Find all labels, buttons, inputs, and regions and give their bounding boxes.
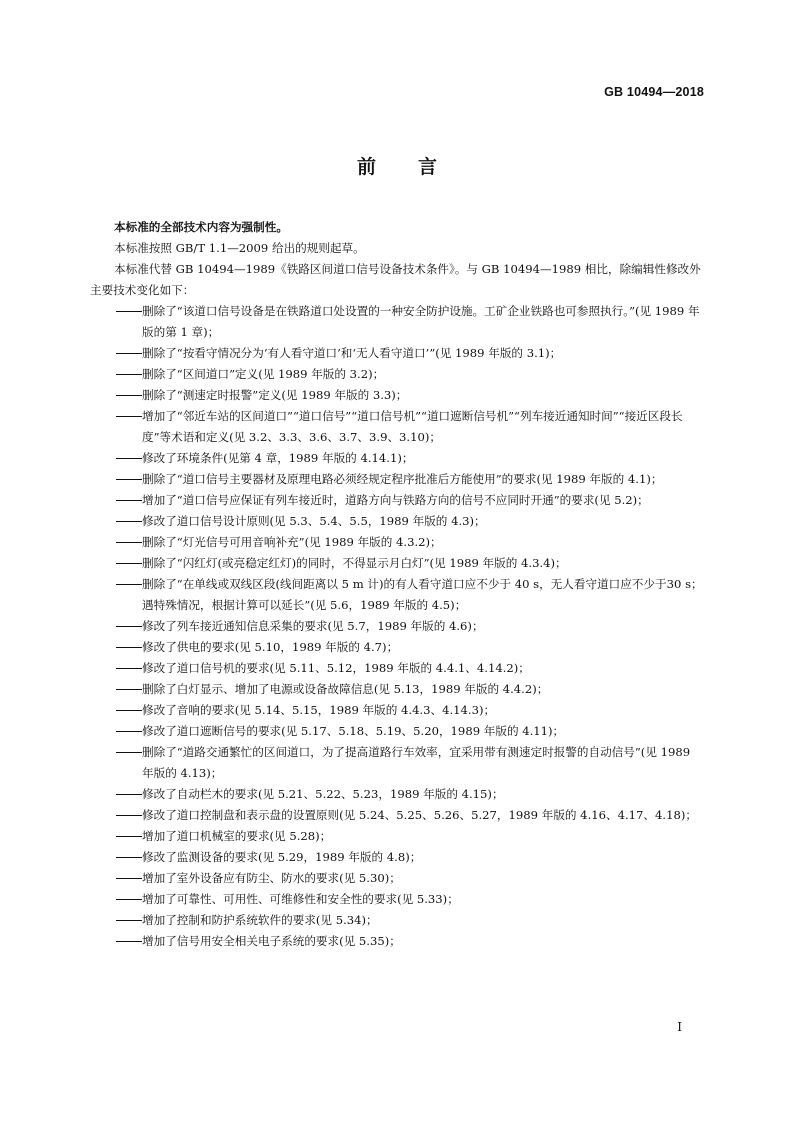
list-item: 删除了“闪红灯(或亮稳定红灯)的同时，不得显示月白灯”(见 1989 年版的 4.3.4)； [90, 553, 704, 574]
list-item: 增加了道口机械室的要求(见 5.28)； [90, 826, 704, 847]
page-number: I [677, 1020, 682, 1034]
list-item: 修改了环境条件(见第 4 章，1989 年版的 4.14.1)； [90, 448, 704, 469]
list-item: 删除了“灯光信号可用音响补充”(见 1989 年版的 4.3.2)； [90, 532, 704, 553]
list-item: 删除了“道路交通繁忙的区间道口，为了提高道路行车效率，宜采用带有测速定时报警的自动信号”(见 1989 年版的 4.13)； [90, 742, 704, 784]
list-item: 修改了道口控制盘和表示盘的设置原则(见 5.24、5.25、5.26、5.27，1989 年版的 4.16、4.17、4.18)； [90, 805, 704, 826]
page-title: 前言 [356, 156, 479, 178]
list-item: 修改了自动栏木的要求(见 5.21、5.22、5.23，1989 年版的 4.15)； [90, 784, 704, 805]
list-item: 增加了室外设备应有防尘、防水的要求(见 5.30)； [90, 868, 704, 889]
paragraph-replacement: 本标准代替 GB 10494—1989《铁路区间道口信号设备技术条件》。与 GB 10494—1989 相比，除编辑性修改外主要技术变化如下： [90, 262, 701, 297]
list-item: 修改了道口信号设计原则(见 5.3、5.4、5.5，1989 年版的 4.3)； [90, 511, 704, 532]
list-item: 增加了控制和防护系统软件的要求(见 5.34)； [90, 910, 704, 931]
list-item: 修改了音响的要求(见 5.14、5.15，1989 年版的 4.4.3、4.14.3)； [90, 700, 704, 721]
list-item: 删除了“按看守情况分为‘有人看守道口’和‘无人看守道口’”(见 1989 年版的 3.1)； [90, 343, 704, 364]
list-item: 删除了“在单线或双线区段(线间距离以 5 m 计)的有人看守道口应不少于 40 s，无人看守道口应不少于30 s；遇特殊情况，根据计算可以延长”(见 5.6，1989 年版的 4.5)； [90, 574, 704, 616]
standard-code: GB 10494—2018 [604, 85, 704, 99]
list-item: 增加了可靠性、可用性、可维修性和安全性的要求(见 5.33)； [90, 889, 704, 910]
list-item: 修改了监测设备的要求(见 5.29，1989 年版的 4.8)； [90, 847, 704, 868]
list-item: 修改了道口遮断信号的要求(见 5.17、5.18、5.19、5.20，1989 年版的 4.11)； [90, 721, 704, 742]
paragraph-drafting-rules: 本标准按照 GB/T 1.1—2009 给出的规则起草。 [114, 241, 365, 255]
list-item: 删除了“测速定时报警”定义(见 1989 年版的 3.3)； [90, 385, 704, 406]
document-body [90, 217, 704, 952]
list-item: 删除了白灯显示、增加了电源或设备故障信息(见 5.13，1989 年版的 4.4.2)； [90, 679, 704, 700]
list-item: 修改了道口信号机的要求(见 5.11、5.12，1989 年版的 4.4.1、4.14.2)； [90, 658, 704, 679]
list-item: 删除了“道口信号主要器材及原理电路必须经规定程序批准后方能使用”的要求(见 1989 年版的 4.1)； [90, 469, 704, 490]
list-item: 增加了“道口信号应保证有列车接近时，道路方向与铁路方向的信号不应同时开通”的要求(见 5.2)； [90, 490, 704, 511]
list-item: 修改了列车接近通知信息采集的要求(见 5.7，1989 年版的 4.6)； [90, 616, 704, 637]
list-item: 删除了“区间道口”定义(见 1989 年版的 3.2)； [90, 364, 704, 385]
changes-list [90, 301, 704, 952]
list-item: 增加了“邻近车站的区间道口”“道口信号”“道口信号机”“道口遮断信号机”“列车接近通知时间”“接近区段长度”等术语和定义(见 3.2、3.3、3.6、3.7、3.9、3.10)； [90, 406, 704, 448]
list-item: 修改了供电的要求(见 5.10，1989 年版的 4.7)； [90, 637, 704, 658]
paragraph-mandatory-note: 本标准的全部技术内容为强制性。 [114, 220, 288, 234]
list-item: 删除了“该道口信号设备是在铁路道口处设置的一种安全防护设施。工矿企业铁路也可参照执行。”(见 1989 年版的第 1 章)； [90, 301, 704, 343]
list-item: 增加了信号用安全相关电子系统的要求(见 5.35)； [90, 931, 704, 952]
